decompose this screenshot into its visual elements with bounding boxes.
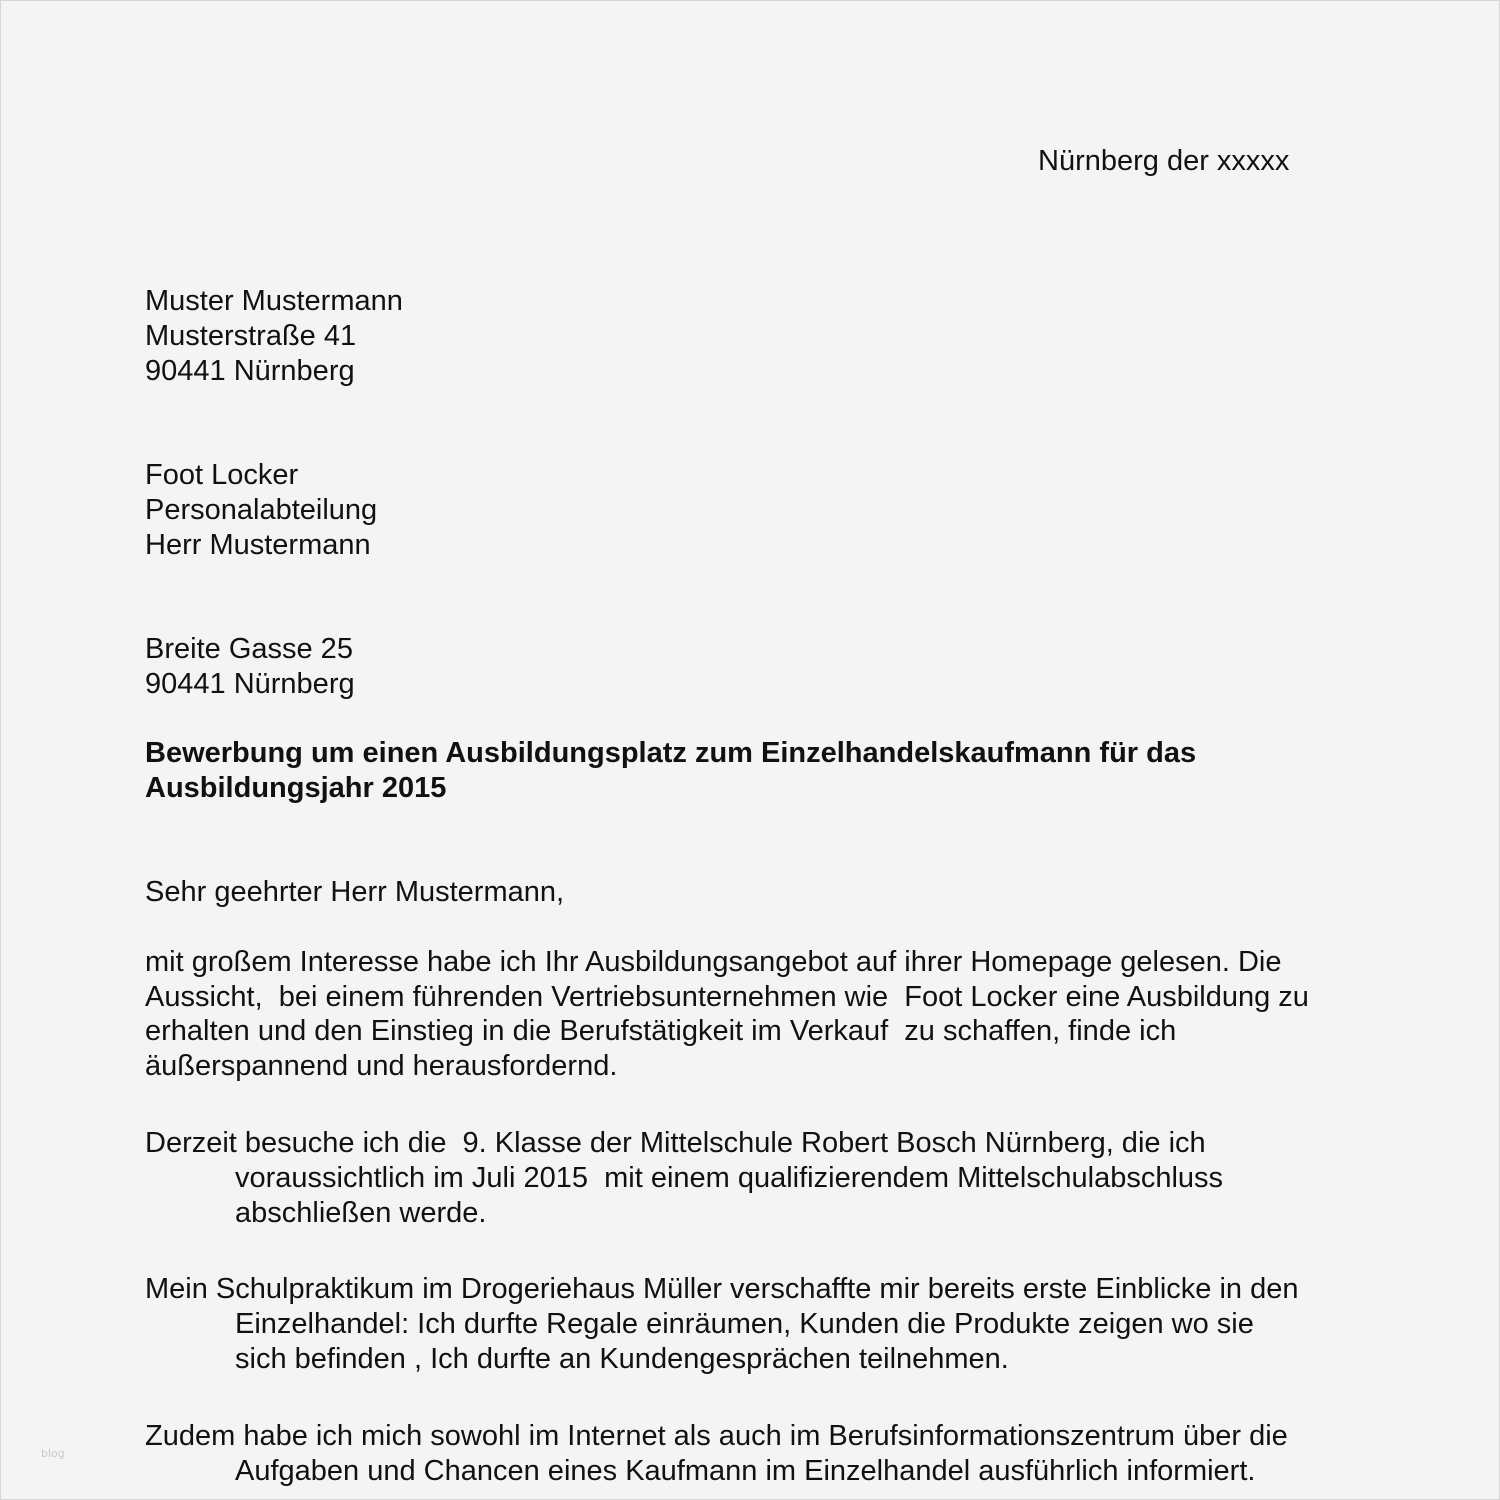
paragraph-1-line: erhalten und den Einstieg in die Berufstätigkeit im Verkauf zu schaffen, finde ich	[145, 1015, 1177, 1047]
paragraph-3-line: Einzelhandel: Ich durfte Regale einräumen, Kunden die Produkte zeigen wo sie	[235, 1308, 1254, 1340]
place-date: Nürnberg der xxxxx	[1038, 145, 1290, 177]
watermark: blog	[41, 1447, 65, 1460]
sender-street: Musterstraße 41	[145, 320, 357, 352]
recipient-contact: Herr Mustermann	[145, 529, 371, 561]
paragraph-3-line: Mein Schulpraktikum im Drogeriehaus Müller verschaffte mir bereits erste Einblicke in den	[145, 1273, 1299, 1305]
subject-line-2: Ausbildungsjahr 2015	[145, 772, 447, 804]
sender-city: 90441 Nürnberg	[145, 355, 355, 387]
paragraph-1-line: mit großem Interesse habe ich Ihr Ausbildungsangebot auf ihrer Homepage gelesen. Die	[145, 946, 1282, 978]
paragraph-2-line: voraussichtlich im Juli 2015 mit einem qualifizierendem Mittelschulabschluss	[235, 1162, 1224, 1194]
paragraph-4-line: Zudem habe ich mich sowohl im Internet als auch im Berufsinformationszentrum über die	[145, 1420, 1288, 1452]
recipient-city: 90441 Nürnberg	[145, 668, 355, 700]
paragraph-2-line: abschließen werde.	[235, 1197, 487, 1229]
paragraph-1-line: Aussicht, bei einem führenden Vertriebsunternehmen wie Foot Locker eine Ausbildung zu	[145, 981, 1309, 1013]
recipient-company: Foot Locker	[145, 459, 299, 491]
paragraph-1-line: äußerspannend und herausfordernd.	[145, 1050, 618, 1082]
sender-name: Muster Mustermann	[145, 285, 403, 317]
paragraph-2-line: Derzeit besuche ich die 9. Klasse der Mittelschule Robert Bosch Nürnberg, die ich	[145, 1127, 1206, 1159]
subject-line-1: Bewerbung um einen Ausbildungsplatz zum Einzelhandelskaufmann für das	[145, 737, 1197, 769]
paragraph-3-line: sich befinden , Ich durfte an Kundengesprächen teilnehmen.	[235, 1343, 1009, 1375]
recipient-street: Breite Gasse 25	[145, 633, 353, 665]
salutation: Sehr geehrter Herr Mustermann,	[145, 876, 565, 908]
recipient-department: Personalabteilung	[145, 494, 378, 526]
paragraph-4-line: Aufgaben und Chancen eines Kaufmann im Einzelhandel ausführlich informiert.	[235, 1455, 1256, 1487]
